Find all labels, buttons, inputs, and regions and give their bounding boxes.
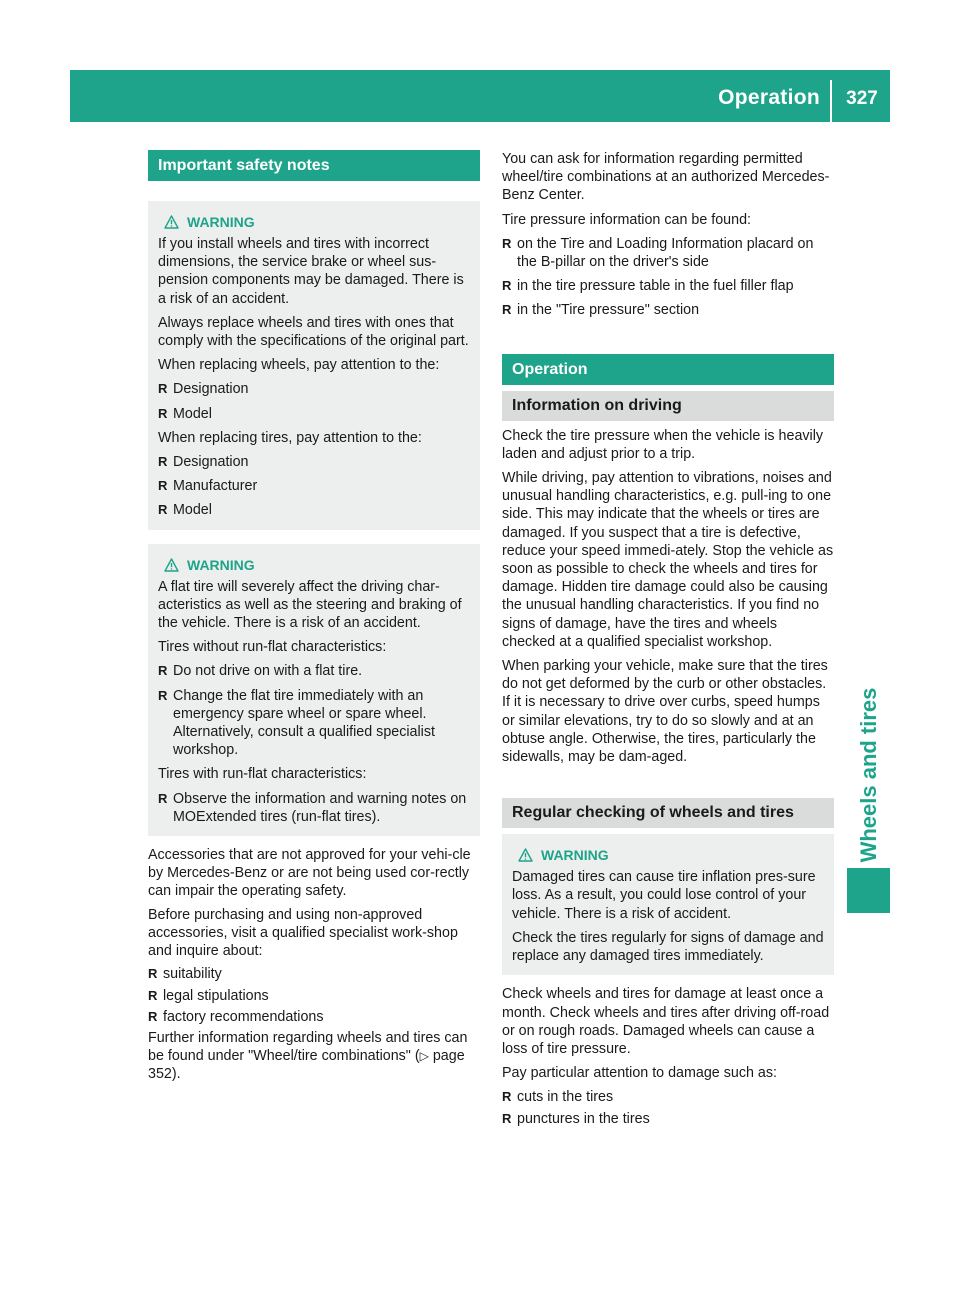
side-tab-label: Wheels and tires [855,687,881,863]
list-item: R legal stipulations [148,987,480,1005]
list-item: R Change the flat tire immediately with an emergency spare wheel or spare wheel. Alternatively, consult a qualified specialist workshop. [158,687,472,760]
warning-header [512,844,826,866]
page-number: 327 [846,88,878,109]
page-header-bar [70,70,890,122]
bullet-list [158,790,472,826]
warning-icon [164,215,179,229]
side-tab-marker [847,868,890,913]
warning-header [158,211,472,233]
page-reference-link[interactable]: page 352). [148,1048,465,1083]
list-item: R Model [158,501,472,519]
body-text: Accessories that are not approved for your vehi-cle by Mercedes-Benz or are not being used cor-rectly can impair the operating safety. [148,847,471,900]
body-text: Further information regarding wheels and tires can be found under "Wheel/tire combinations" (▷ page 352). [148,1029,468,1083]
bullet-list [158,380,472,422]
body-text: While driving, pay attention to vibrations, noises and unusual handling characteristics, e.g. pull-ing to one side. This may indicate that the wheels or tires are damaged. If you suspect that a tire is defective, reduce your speed immedi-ately. Stop the vehicle as soon as possible to check the wheels and tires for damage. Hidden tire damage could also be causing the unusual handling characteristics. If you find no signs of damage, have the tires and wheels checked at a qualified specialist workshop. [502,470,834,650]
list-item: R on the Tire and Loading Information placard on the B-pillar on the driver's side [502,235,834,271]
list-item: R Observe the information and warning notes on MOExtended tires (run-flat tires). [158,790,472,826]
body-text: Tire pressure information can be found: [502,211,752,228]
body-text: Before purchasing and using non-approved accessories, visit a qualified specialist work-shop and inquire about: [148,906,458,960]
body-text: Pay particular attention to damage such as: [502,1065,777,1082]
section-title: Operation [718,86,820,109]
list-item: R factory recommendations [148,1008,480,1026]
bullet-list [502,1088,834,1127]
right-column [502,150,834,1131]
warning-icon [164,558,179,572]
warning-label: WARNING [187,214,255,230]
warning-label: WARNING [187,556,255,573]
list-item: R suitability [148,965,480,983]
warning-text: Tires with run-flat characteristics: [158,766,367,783]
bullet-list [158,662,472,759]
list-item: R Manufacturer [158,477,472,495]
list-item: R Designation [158,453,472,471]
warning-box-wheels [148,201,480,530]
bullet-list [502,235,834,320]
warning-text: When replacing tires, pay attention to the: [158,429,422,446]
body-text-main: Further information regarding wheels and tires can be found under "Wheel/tire combinations" [148,1029,468,1065]
warning-text: When replacing wheels, pay attention to the: [158,357,440,374]
body-text: Check wheels and tires for damage at least once a month. Check wheels and tires after driving off-road or on rough roads. Damaged wheels can cause a loss of tire pressure. [502,986,830,1057]
page-ref-arrow-icon: ▷ [419,1049,429,1064]
list-item: R in the "Tire pressure" section [502,301,834,319]
warning-text: Always replace wheels and tires with ones that comply with the specifications of the original part. [158,314,469,350]
warning-text: If you install wheels and tires with incorrect dimensions, the service brake or wheel sus-pension components may be damaged. There is a risk of an accident. [158,236,464,307]
list-item: R punctures in the tires [502,1110,834,1128]
header-divider [830,80,832,122]
list-item: R cuts in the tires [502,1088,834,1106]
bullet-list [158,453,472,520]
left-column [148,150,480,1084]
list-item: R in the tire pressure table in the fuel filler flap [502,277,834,295]
body-text: When parking your vehicle, make sure that the tires do not get deformed by the curb or other obstacles. If it is necessary to drive over curbs, speed humps or similar elevations, try to do so slowly and at an obtuse angle. Otherwise, the tires, particularly the sidewalls, may be dam-aged. [502,658,828,766]
heading-information-on-driving: Information on driving [502,391,834,421]
side-tab [847,670,890,880]
warning-box-flat-tire [148,544,480,836]
body-text: You can ask for information regarding permitted wheel/tire combinations at an authorized Mercedes-Benz Center. [502,151,830,204]
heading-important-safety-notes: Important safety notes [148,150,480,181]
bullet-list [148,965,480,1026]
list-item: R Model [158,405,472,423]
warning-text: Check the tires regularly for signs of damage and replace any damaged tires immediately. [512,929,824,965]
warning-text: Tires without run-flat characteristics: [158,639,387,656]
body-text: Check the tire pressure when the vehicle is heavily laden and adjust prior to a trip. [502,427,824,462]
warning-icon [518,848,533,862]
warning-box-damaged-tires [502,834,834,975]
heading-operation: Operation [502,354,834,385]
list-item: R Designation [158,380,472,398]
warning-label: WARNING [541,847,609,864]
warning-text: Damaged tires can cause tire inflation pres-sure loss. As a result, you could lose control of your vehicle. There is a risk of accident. [512,869,816,922]
warning-text: A flat tire will severely affect the driving char-acteristics as well as the steering and braking of the vehicle. There is a risk of an accident. [158,578,462,632]
heading-regular-checking: Regular checking of wheels and tires [502,798,834,828]
list-item: R Do not drive on with a flat tire. [158,662,472,680]
warning-header [158,554,472,576]
